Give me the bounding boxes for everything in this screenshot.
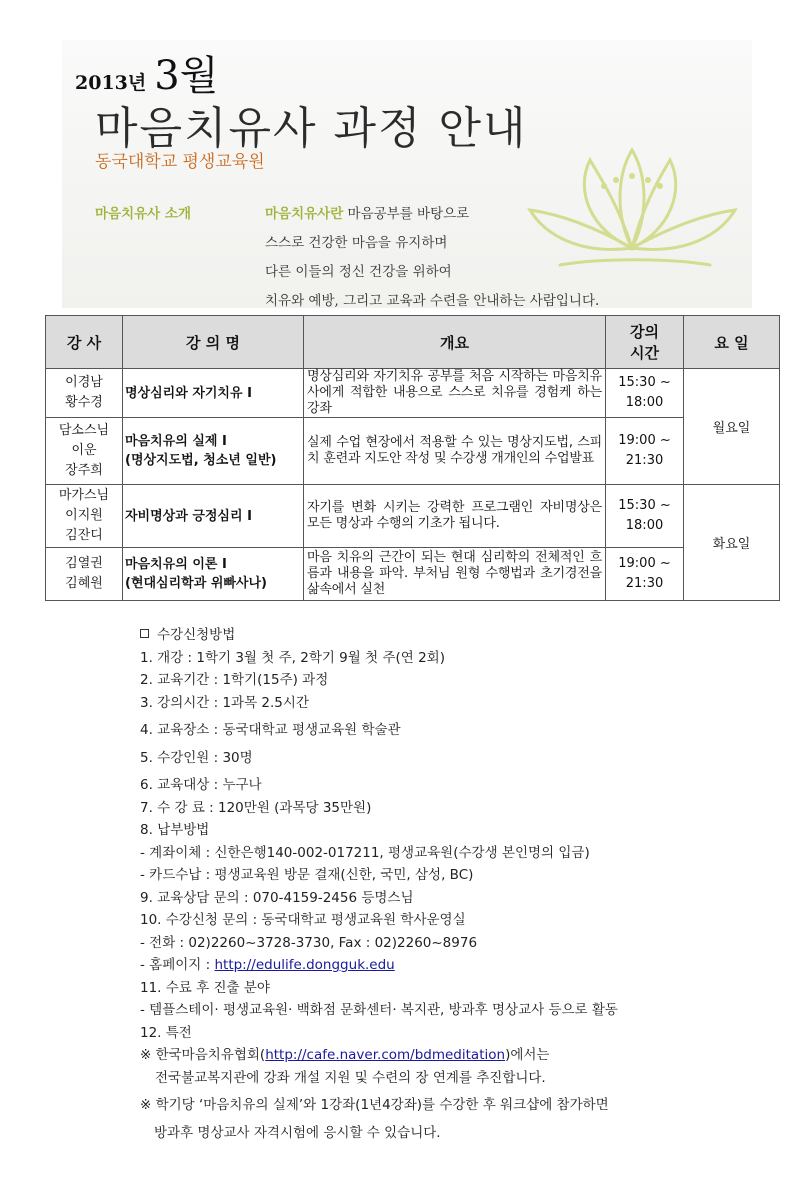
header-course: 강 의 명 [123, 316, 304, 369]
time-cell: 19:00 ~ 21:30 [606, 548, 684, 601]
summary-cell: 실제 수업 현장에서 적용할 수 있는 명상지도법, 스피치 훈련과 지도안 작성 및 수강생 개개인의 수업발표 [304, 418, 606, 485]
info-line: 2. 교육기간 : 1학기(15주) 과정 [140, 672, 329, 688]
intro-highlight: 마음치유사란 [265, 206, 344, 222]
day-cell-tuesday: 화요일 [684, 485, 780, 601]
course-title-cell: 자비명상과 긍정심리 I [123, 485, 304, 548]
note-line: 방과후 명상교사 자격시험에 응시할 수 있습니다. [154, 1124, 441, 1141]
info-line: 8. 납부방법 [140, 822, 210, 838]
table-header-row [46, 316, 780, 369]
instructor-cell: 마가스님 이지원 김잔디 [46, 485, 123, 548]
note-line: ※ 한국마음치유협회(http://cafe.naver.com/bdmeditation)에서는 [140, 1047, 550, 1063]
homepage-link[interactable]: http://edulife.dongguk.edu [214, 957, 395, 973]
info-line: - 전화 : 02)2260~3728-3730, Fax : 02)2260~8976 [140, 934, 478, 951]
square-bullet-icon [140, 629, 149, 638]
info-line: 11. 수료 후 진출 분야 [140, 979, 270, 996]
institution-name: 동국대학교 평생교육원 [95, 152, 265, 172]
header-instructor: 강 사 [46, 316, 123, 369]
info-line: - 카드수납 : 평생교육원 방문 결재(신한, 국민, 삼성, BC) [140, 867, 474, 883]
table-row [46, 369, 780, 418]
intro-line: 스스로 건강한 마음을 유지하며 [265, 235, 448, 251]
instructor-cell: 김열권 김혜원 [46, 548, 123, 601]
course-title-cell: 마음치유의 이론 I (현대심리학과 위빠사나) [123, 548, 304, 601]
header-day: 요 일 [684, 316, 780, 369]
intro-line: 다른 이들의 정신 건강을 위하여 [265, 264, 452, 280]
lotus-illustration [520, 130, 745, 280]
info-line: - 홈페이지 : http://edulife.dongguk.edu [140, 957, 395, 973]
year-text: 2013년 [75, 72, 147, 94]
table-row [46, 418, 780, 485]
info-line: 3. 강의시간 : 1과목 2.5시간 [140, 694, 309, 711]
course-title-cell: 마음치유의 실제 I (명상지도법, 청소년 일반) [123, 418, 304, 485]
instructor-cell: 담소스님 이운 장주희 [46, 418, 123, 485]
info-line: 5. 수강인원 : 30명 [140, 749, 253, 766]
intro-label: 마음치유사 소개 [95, 206, 191, 222]
day-cell-monday: 월요일 [684, 369, 780, 485]
note-line: ※ 학기당 ‘마음치유의 실제’와 1강좌(1년4강좌)를 수강한 후 워크샵에 참가하면 [140, 1097, 609, 1113]
info-line: 12. 특전 [140, 1024, 192, 1041]
table-row [46, 548, 780, 601]
course-table [45, 315, 780, 601]
month-text: 3월 [154, 53, 219, 99]
info-line: 9. 교육상담 문의 : 070-4159-2456 등명스님 [140, 889, 414, 906]
table-row [46, 485, 780, 548]
summary-cell: 자기를 변화 시키는 강력한 프로그램인 자비명상은 모든 명상과 수행의 기초가 됩니다. [304, 485, 606, 548]
info-line: 7. 수 강 료 : 120만원 (과목당 35만원) [140, 799, 372, 816]
header-time: 강의 시간 [606, 316, 684, 369]
note-line: 전국불교복지관에 강좌 개설 지원 및 수련의 장 연계를 추진합니다. [155, 1069, 546, 1086]
time-cell: 15:30 ~ 18:00 [606, 369, 684, 418]
summary-cell: 마음 치유의 근간이 되는 현대 심리학의 전체적인 흐름과 내용을 파악. 부처님 원형 수행법과 초기경전을 삶속에서 실천 [304, 548, 606, 601]
time-cell: 19:00 ~ 21:30 [606, 418, 684, 485]
info-line: 6. 교육대상 : 누구나 [140, 777, 262, 793]
instructor-cell: 이경남 황수경 [46, 369, 123, 418]
page-title: 마음치유사 과정 안내 [95, 103, 528, 154]
info-line: - 템플스테이· 평생교육원· 백화점 문화센터· 복지관, 방과후 명상교사 등으로 활동 [140, 1002, 618, 1018]
info-line: 10. 수강신청 문의 : 동국대학교 평생교육원 학사운영실 [140, 912, 466, 928]
info-line: 4. 교육장소 : 동국대학교 평생교육원 학술관 [140, 722, 401, 738]
intro-line: 마음치유사란 마음공부를 바탕으로 [265, 206, 470, 222]
course-title-cell: 명상심리와 자기치유 I [123, 369, 304, 418]
intro-line: 치유와 예방, 그리고 교육과 수련을 안내하는 사람입니다. [265, 293, 600, 309]
info-line: 1. 개강 : 1학기 3월 첫 주, 2학기 9월 첫 주(연 2회) [140, 649, 445, 666]
section-heading: 수강신청방법 [140, 624, 780, 647]
header-summary: 개요 [304, 316, 606, 369]
summary-cell: 명상심리와 자기치유 공부를 처음 시작하는 마음치유사에게 적합한 내용으로 스스로 치유를 경험케 하는 강좌 [304, 369, 606, 418]
time-cell: 15:30 ~ 18:00 [606, 485, 684, 548]
application-info [140, 624, 780, 1144]
info-line: - 계좌이체 : 신한은행140-002-017211, 평생교육원(수강생 본인명의 입금) [140, 844, 590, 861]
association-link[interactable]: http://cafe.naver.com/bdmeditation [265, 1047, 506, 1063]
